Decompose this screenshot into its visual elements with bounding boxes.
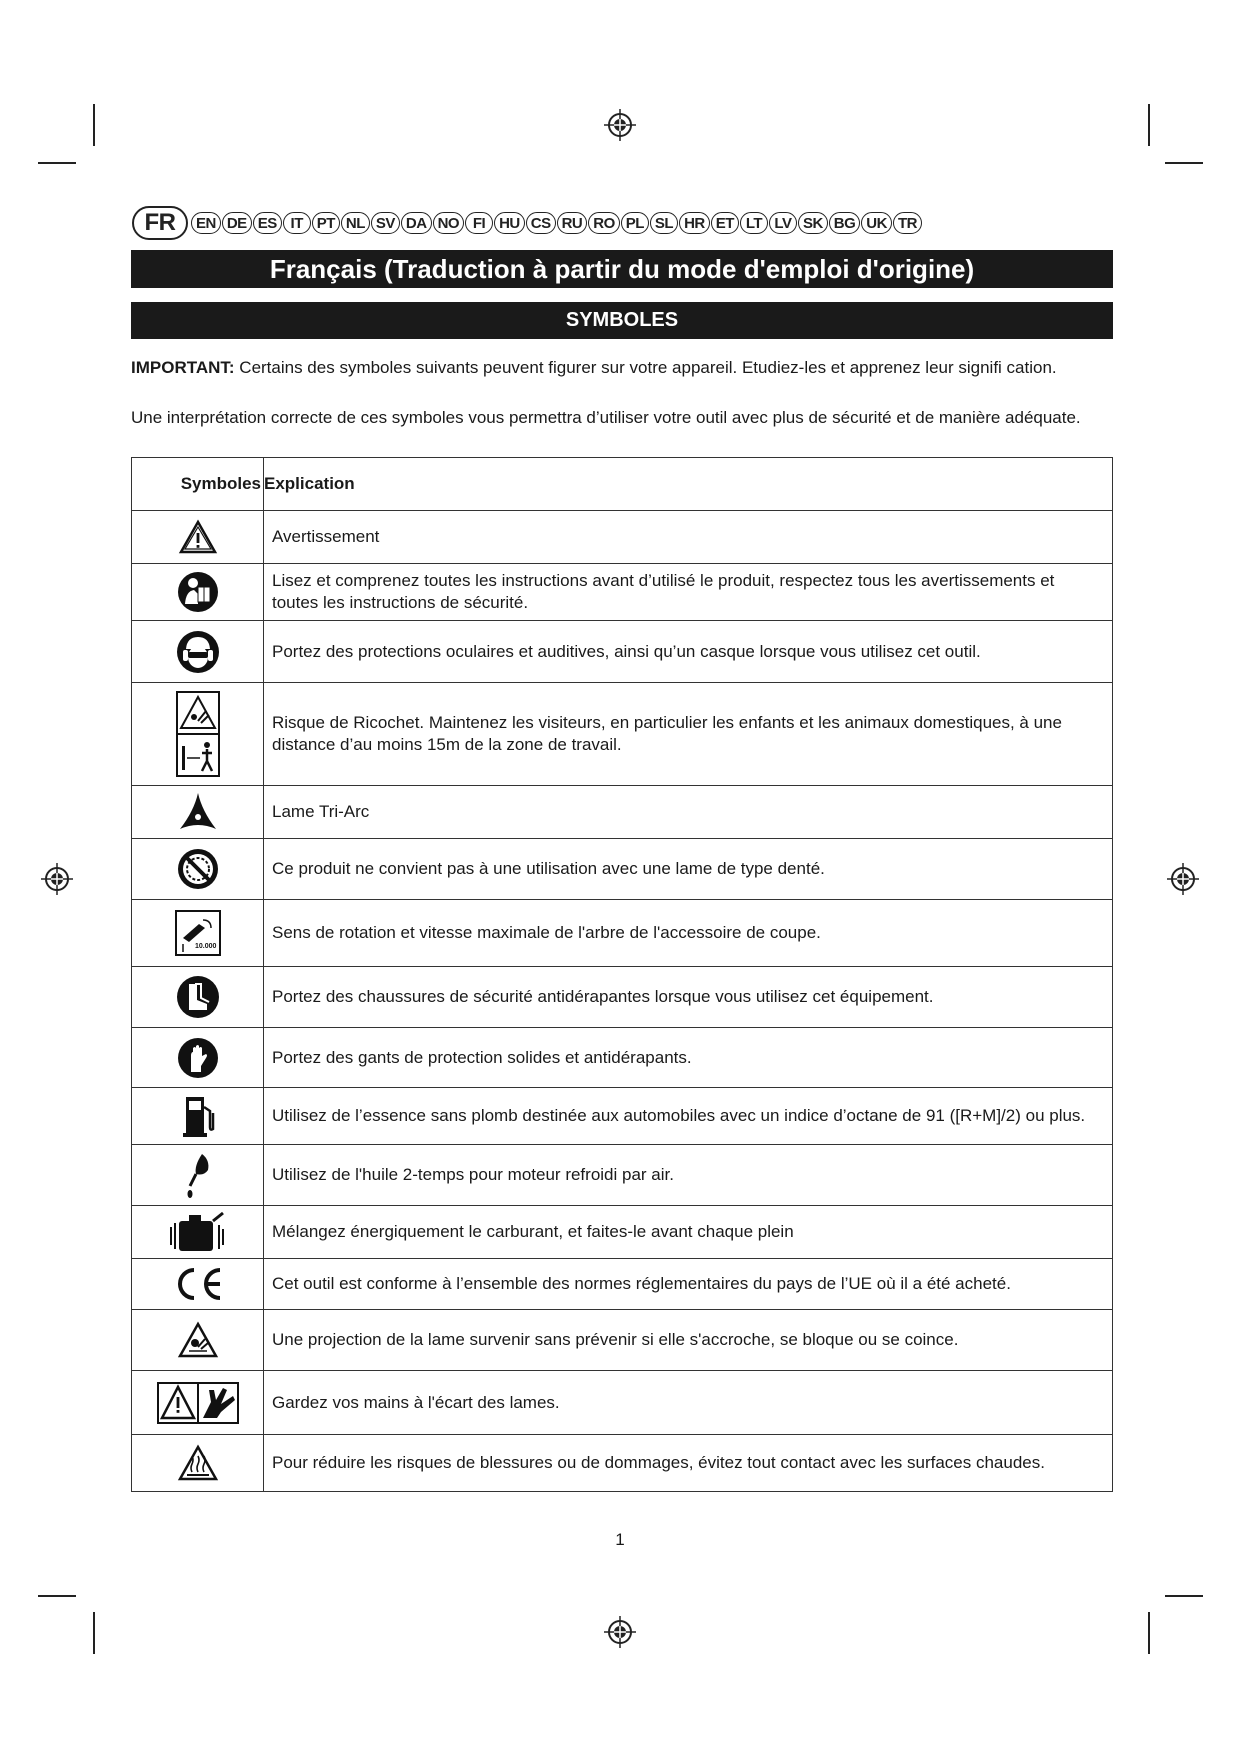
header-explication: Explication bbox=[264, 458, 1113, 511]
no-toothed-blade-icon bbox=[176, 847, 220, 891]
read-manual-icon bbox=[176, 570, 220, 614]
page-number: 1 bbox=[615, 1530, 625, 1549]
registration-mark-icon bbox=[603, 1615, 637, 1649]
language-tab[interactable]: LV bbox=[769, 212, 797, 234]
ce-mark-icon bbox=[170, 1264, 226, 1304]
language-tab[interactable]: RO bbox=[588, 212, 620, 234]
table-row bbox=[132, 967, 1113, 1028]
important-label: IMPORTANT: bbox=[131, 358, 235, 377]
table-row bbox=[132, 839, 1113, 900]
page-title: Français (Traduction à partir du mode d'emploi d'origine) bbox=[131, 250, 1113, 288]
row-explication: Une projection de la lame survenir sans prévenir si elle s'accroche, se bloque ou se coince. bbox=[264, 1310, 1113, 1371]
language-tab[interactable]: SL bbox=[650, 212, 678, 234]
language-tab[interactable]: HU bbox=[494, 212, 525, 234]
safety-gloves-icon bbox=[176, 1036, 220, 1080]
table-row bbox=[132, 1145, 1113, 1206]
table-row bbox=[132, 1206, 1113, 1259]
language-tab[interactable]: ET bbox=[711, 212, 739, 234]
row-explication: Portez des protections oculaires et auditives, ainsi qu’un casque lorsque vous utilisez cet outil. bbox=[264, 621, 1113, 683]
interpretation-note: Une interprétation correcte de ces symboles vous permettra d’utiliser votre outil avec plus de sécurité et de manière adéquate. bbox=[131, 408, 1081, 427]
crop-mark bbox=[38, 1595, 76, 1597]
table-row bbox=[132, 1088, 1113, 1145]
symbols-table bbox=[131, 457, 1113, 1492]
row-explication: Sens de rotation et vitesse maximale de l'arbre de l'accessoire de coupe. bbox=[264, 900, 1113, 967]
language-tab[interactable]: PL bbox=[621, 212, 649, 234]
fuel-pump-icon bbox=[178, 1093, 218, 1139]
warning-triangle-icon bbox=[178, 519, 218, 555]
row-explication: Lame Tri-Arc bbox=[264, 786, 1113, 839]
table-row bbox=[132, 511, 1113, 564]
table-row bbox=[132, 621, 1113, 683]
language-tab[interactable]: EN bbox=[191, 212, 221, 234]
important-text: Certains des symboles suivants peuvent figurer sur votre appareil. Etudiez-les et apprenez leur signifi cation. bbox=[234, 358, 1057, 377]
row-explication: Utilisez de l'huile 2-temps pour moteur refroidi par air. bbox=[264, 1145, 1113, 1206]
row-explication: Pour réduire les risques de blessures ou de dommages, évitez tout contact avec les surfaces chaudes. bbox=[264, 1435, 1113, 1492]
table-row bbox=[132, 1435, 1113, 1492]
language-selector bbox=[132, 204, 1113, 242]
table-row bbox=[132, 786, 1113, 839]
row-explication: Utilisez de l’essence sans plomb destinée aux automobiles avec un indice d’octane de 91 ([R+M]/2) ou plus. bbox=[264, 1088, 1113, 1145]
blade-thrust-icon bbox=[177, 1321, 219, 1359]
row-explication: Cet outil est conforme à l’ensemble des normes réglementaires du pays de l’UE où il a été acheté. bbox=[264, 1259, 1113, 1310]
table-row bbox=[132, 1259, 1113, 1310]
language-tab[interactable]: BG bbox=[829, 212, 861, 234]
language-tab-primary[interactable]: FR bbox=[132, 206, 188, 240]
language-tab[interactable]: RU bbox=[557, 212, 588, 234]
language-tab[interactable]: ES bbox=[253, 212, 282, 234]
safety-boots-icon bbox=[175, 974, 221, 1020]
registration-mark-icon bbox=[1166, 862, 1200, 896]
table-row bbox=[132, 1310, 1113, 1371]
language-tab[interactable]: DA bbox=[401, 212, 432, 234]
language-tab[interactable]: SK bbox=[798, 212, 828, 234]
language-tab[interactable]: SV bbox=[371, 212, 400, 234]
language-tab[interactable]: DE bbox=[222, 212, 252, 234]
row-explication: Portez des gants de protection solides et antidérapants. bbox=[264, 1028, 1113, 1088]
language-tab[interactable]: NO bbox=[433, 212, 465, 234]
table-row bbox=[132, 900, 1113, 967]
language-tab[interactable]: LT bbox=[740, 212, 768, 234]
table-row bbox=[132, 683, 1113, 786]
crop-mark bbox=[1165, 1595, 1203, 1597]
shake-fuel-can-icon bbox=[165, 1211, 231, 1253]
hot-surface-icon bbox=[177, 1444, 219, 1482]
ricochet-distance-icon bbox=[176, 691, 220, 777]
row-explication: Ce produit ne convient pas à une utilisation avec une lame de type denté. bbox=[264, 839, 1113, 900]
row-explication: Risque de Ricochet. Maintenez les visiteurs, en particulier les enfants et les animaux domestiques, à une distance d’au moins 15m de la zone de travail. bbox=[264, 683, 1113, 786]
row-explication: Lisez et comprenez toutes les instructions avant d’utilisé le produit, respectez tous les avertissements et toutes les instructions de sécurité. bbox=[264, 564, 1113, 621]
language-tab[interactable]: FI bbox=[465, 212, 493, 234]
table-row bbox=[132, 564, 1113, 621]
crop-mark bbox=[1165, 162, 1203, 164]
header-symbols: Symboles bbox=[132, 458, 264, 511]
table-header-row bbox=[132, 458, 1113, 511]
language-tab[interactable]: IT bbox=[283, 212, 311, 234]
language-tab[interactable]: NL bbox=[341, 212, 370, 234]
section-heading: SYMBOLES bbox=[131, 302, 1113, 339]
row-explication: Portez des chaussures de sécurité antidérapantes lorsque vous utilisez cet équipement. bbox=[264, 967, 1113, 1028]
row-explication: Avertissement bbox=[264, 511, 1113, 564]
row-explication: Mélangez énergiquement le carburant, et faites-le avant chaque plein bbox=[264, 1206, 1113, 1259]
registration-mark-icon bbox=[603, 108, 637, 142]
table-row bbox=[132, 1028, 1113, 1088]
tri-arc-blade-icon bbox=[176, 791, 220, 833]
language-tab[interactable]: UK bbox=[861, 212, 892, 234]
svg-text:10.000: 10.000 bbox=[194, 943, 216, 950]
oil-can-icon bbox=[180, 1150, 216, 1200]
crop-mark bbox=[1148, 104, 1150, 146]
language-tab[interactable]: HR bbox=[679, 212, 710, 234]
rotation-speed-icon bbox=[175, 910, 221, 956]
language-tab[interactable]: TR bbox=[893, 212, 922, 234]
row-explication: Gardez vos mains à l'écart des lames. bbox=[264, 1371, 1113, 1435]
eye-ear-head-protection-icon bbox=[175, 629, 221, 675]
registration-mark-icon bbox=[40, 862, 74, 896]
table-row bbox=[132, 1371, 1113, 1435]
important-note bbox=[131, 357, 1113, 378]
crop-mark bbox=[93, 1612, 95, 1654]
language-tab[interactable]: PT bbox=[312, 212, 340, 234]
crop-mark bbox=[38, 162, 76, 164]
keep-hands-away-icon bbox=[157, 1382, 239, 1424]
crop-mark bbox=[1148, 1612, 1150, 1654]
crop-mark bbox=[93, 104, 95, 146]
language-tab[interactable]: CS bbox=[526, 212, 556, 234]
